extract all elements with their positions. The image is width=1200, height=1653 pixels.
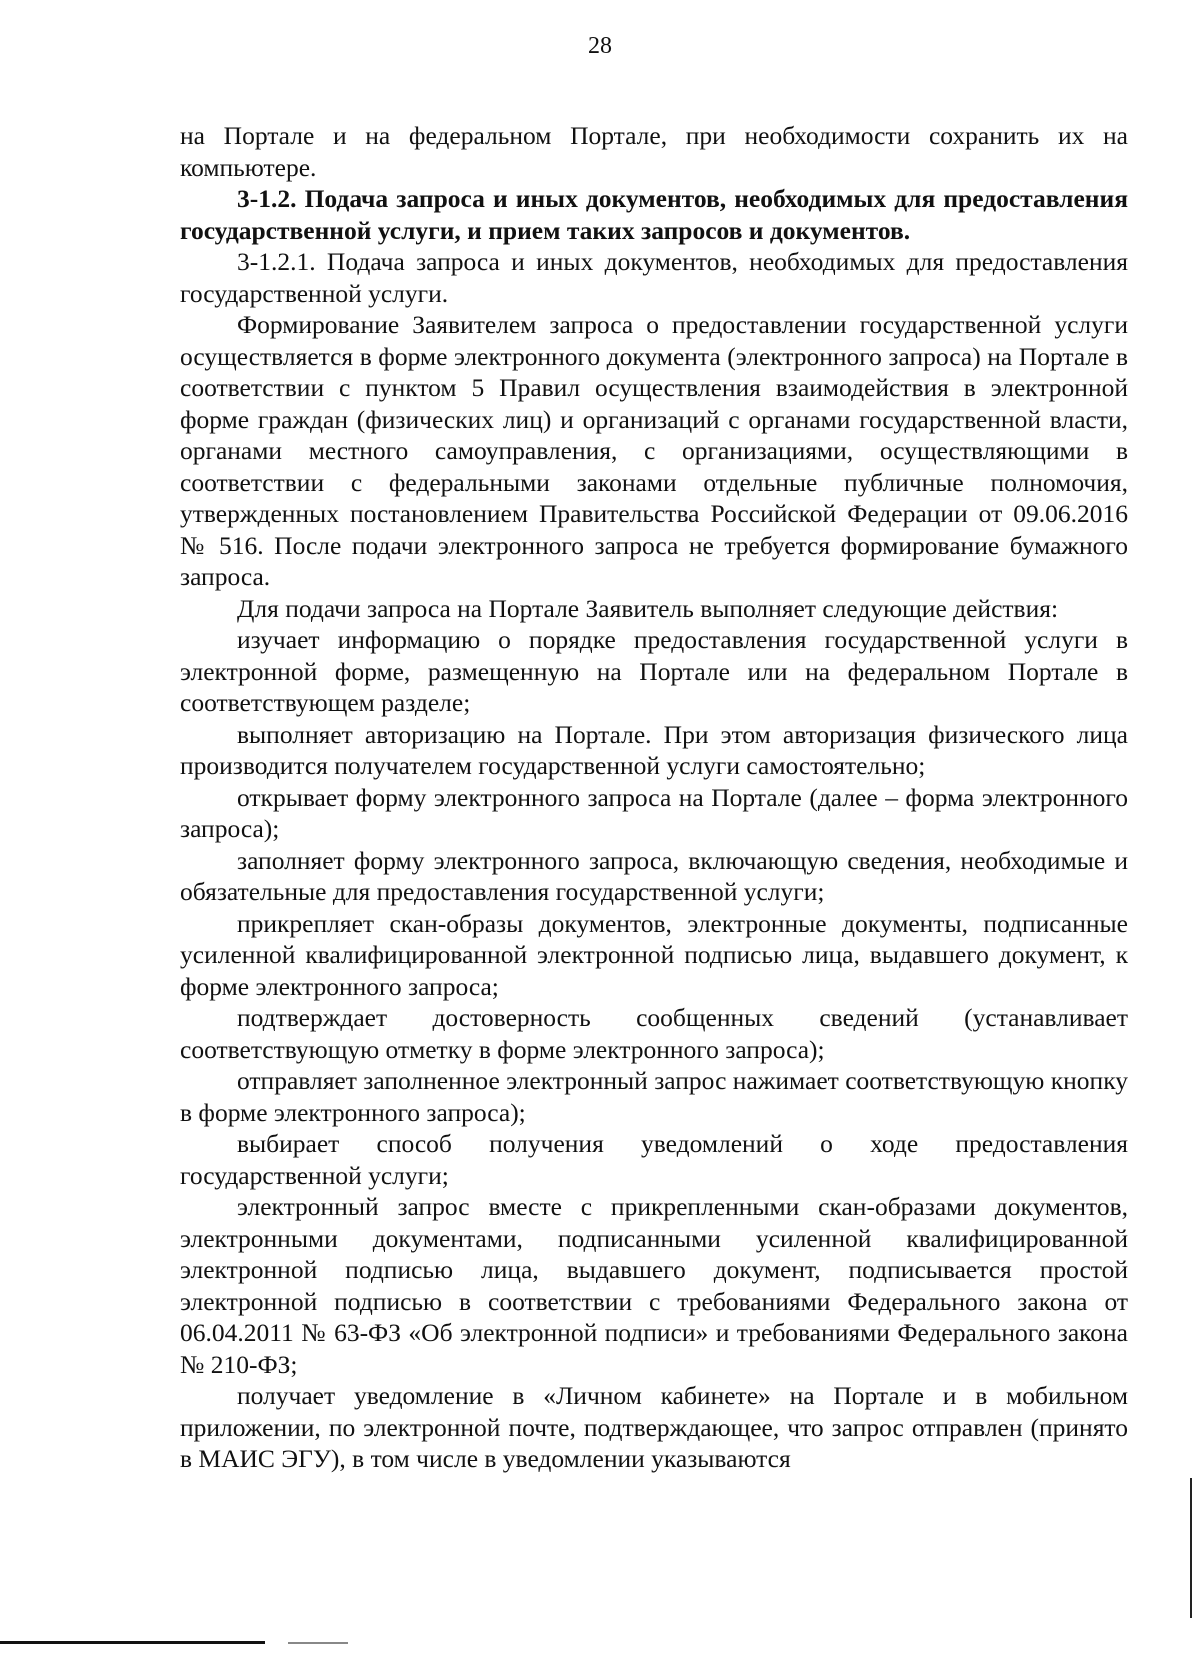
document-body bbox=[180, 120, 1128, 1475]
subsection-3-1-2-1: 3-1.2.1. Подача запроса и иных документов, необходимых для предоставления государственной услуги. bbox=[180, 247, 1128, 308]
list-item-authorization: выполняет авторизацию на Портале. При этом авторизация физического лица производится получателем государственной услуги самостоятельно; bbox=[180, 719, 1128, 780]
list-item-confirm: подтверждает достоверность сообщенных сведений (устанавливает соответствующую отметку в форме электронного запроса); bbox=[180, 1003, 1128, 1064]
paragraph-continuation: на Портале и на федеральном Портале, при необходимости сохранить их на компьютере. bbox=[180, 121, 1128, 182]
list-item-signature: электронный запрос вместе с прикрепленными скан-образами документов, электронными документами, подписанными усиленной квалифицированной электронной подписью лица, выдавшего документ, подписывается простой электронной подписью в соответствии с требованиями Федерального закона от 06.04.2011 № 63-ФЗ «Об электронной подписи» и требованиями Федерального закона № 210-ФЗ; bbox=[180, 1192, 1128, 1379]
paragraph-request-formation: Формирование Заявителем запроса о предоставлении государственной услуги осуществляется в форме электронного документа (электронного запроса) на Портале в соответствии с пунктом 5 Правил осуществления взаимодействия в электронной форме граждан (физических лиц) и организаций с органами государственной власти, органами местного самоуправления, с организациями, осуществляющими в соответствии с федеральными законами отдельные публичные полномочия, утвержденных постановлением Правительства Российской Федерации от 09.06.2016 № 516. После подачи электронного запроса не требуется формирование бумажного запроса. bbox=[180, 310, 1128, 591]
page-number: 28 bbox=[588, 33, 612, 59]
list-item-receive-notification: получает уведомление в «Личном кабинете» на Портале и в мобильном приложении, по электронной почте, подтверждающее, что запрос отправлен (принято в МАИС ЭГУ), в том числе в уведомлении указываются bbox=[180, 1381, 1128, 1473]
footer-scan-mark bbox=[288, 1642, 348, 1644]
scan-edge-mark bbox=[1190, 1478, 1192, 1618]
list-item-study-info: изучает информацию о порядке предоставления государственной услуги в электронной форме, размещенную на Портале или на федеральном Портале в соответствующем разделе; bbox=[180, 625, 1128, 717]
footer-rule bbox=[0, 1641, 265, 1644]
list-item-fill-form: заполняет форму электронного запроса, включающую сведения, необходимые и обязательные для предоставления государственной услуги; bbox=[180, 845, 1128, 906]
list-item-attach-scans: прикрепляет скан-образы документов, электронные документы, подписанные усиленной квалифицированной электронной подписью лица, выдавшего документ, к форме электронного запроса; bbox=[180, 908, 1128, 1001]
list-item-notification-method: выбирает способ получения уведомлений о ходе предоставления государственной услуги; bbox=[180, 1129, 1128, 1190]
section-heading-3-1-2: 3-1.2. Подача запроса и иных документов, необходимых для предоставления государственной услуги, и прием таких запросов и документов. bbox=[180, 184, 1128, 245]
list-item-send: отправляет заполненное электронный запрос нажимает соответствующую кнопку в форме электронного запроса); bbox=[180, 1066, 1128, 1127]
paragraph-actions-intro: Для подачи запроса на Портале Заявитель выполняет следующие действия: bbox=[237, 593, 1059, 623]
list-item-open-form: открывает форму электронного запроса на Портале (далее – форма электронного запроса); bbox=[180, 782, 1128, 843]
